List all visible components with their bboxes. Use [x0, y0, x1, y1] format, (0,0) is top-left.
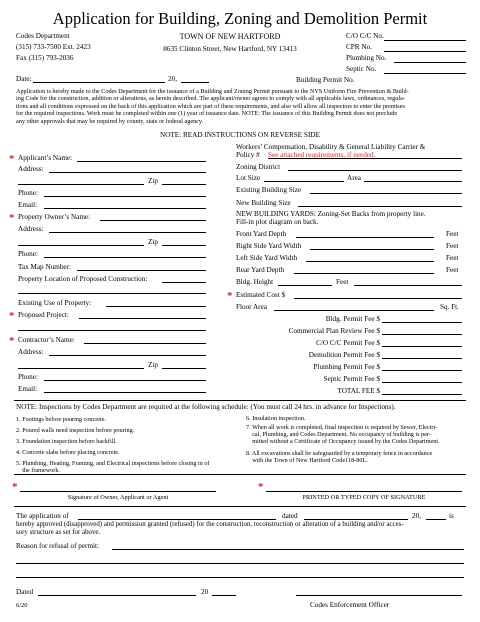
total-fee-field[interactable]	[382, 394, 462, 395]
plot-diagram-note: Fill-in plot diagram on back.	[236, 218, 319, 226]
section-divider	[14, 400, 466, 401]
date-year-prefix: 20,	[168, 75, 177, 83]
inspection-item: 4. Concrete slabs before placing concrete.	[16, 449, 120, 456]
feet-unit: Feet	[446, 266, 459, 274]
fee-label: Commercial Plan Review Fee $	[288, 327, 380, 335]
approval-is-label: is	[449, 512, 454, 520]
plumbing-number-field[interactable]	[394, 62, 466, 63]
intro-line: any other approvals that may be required by county, state or federal agency.	[16, 117, 204, 125]
fee-label: Bldg. Permit Fee $	[325, 315, 380, 323]
contractor-name-field[interactable]	[84, 343, 206, 344]
dept-phone: (315) 733-7500 Ext. 2423	[16, 43, 91, 51]
building-height-label: Bldg. Height	[236, 278, 274, 286]
proposed-project-field[interactable]	[79, 318, 206, 319]
rear-yard-label: Rear Yard Depth	[236, 266, 285, 274]
lot-size-label: Lot Size	[236, 174, 261, 182]
applicant-name-label: Applicant’s Name:	[18, 154, 73, 162]
application-of-field[interactable]	[78, 519, 276, 520]
front-yard-label: Front Yard Depth	[236, 230, 287, 238]
floor-area-field[interactable]	[274, 310, 434, 311]
right-side-yard-label: Right Side Yard Width	[236, 242, 302, 250]
left-side-yard-label: Left Side Yard Width	[236, 254, 298, 262]
permit-number-label: Building Permit No.	[296, 76, 355, 84]
dated-label: Dated	[16, 588, 34, 596]
required-marker: *	[227, 290, 233, 302]
approval-date-field[interactable]	[304, 519, 408, 520]
fee-label: Plumbing Permit Fee $	[313, 363, 380, 371]
property-location-label: Property Location of Proposed Construction:	[18, 275, 148, 283]
new-building-size-field[interactable]	[298, 206, 462, 207]
contractor-email-field[interactable]	[44, 392, 206, 393]
section-divider	[14, 474, 466, 475]
owner-address-label: Address:	[18, 225, 44, 233]
applicant-email-label: Email:	[18, 201, 38, 209]
approval-dated-label: dated	[282, 512, 298, 520]
property-location-field[interactable]	[162, 282, 206, 283]
applicant-phone-label: Phone:	[18, 189, 38, 197]
inspection-item: with the Town of New Hartford Code118-80L.	[246, 457, 368, 464]
refusal-reason-line2[interactable]	[16, 563, 464, 564]
inspection-item: 2. Poured walls need inspection before pouring.	[16, 427, 135, 434]
intro-line: Application is hereby made to the Codes Department for the issuance of a Building and Zoning Permit pursuant to the NYS Uniform Fire Prevention & Build-	[16, 88, 409, 95]
required-marker: *	[12, 481, 18, 493]
applicant-name-field[interactable]	[77, 161, 206, 162]
cpr-number-field[interactable]	[384, 51, 466, 52]
inspections-right-list	[246, 414, 440, 464]
contractor-phone-label: Phone:	[18, 373, 38, 381]
property-location-line2[interactable]	[18, 293, 206, 294]
inspection-item: 8. All excavations shall be safeguarded by a temporary fence in accordance	[246, 450, 433, 457]
required-marker: *	[9, 212, 15, 224]
cpr-number-label: CPR No.	[346, 43, 372, 51]
contractor-address-line2[interactable]	[18, 368, 144, 369]
owner-zip-label: Zip	[148, 238, 158, 246]
inspection-item: 3. Foundation inspection before backfill.	[16, 438, 117, 445]
applicant-address-line2[interactable]	[18, 184, 144, 185]
dated-year-label: 20	[201, 588, 209, 596]
required-marker: *	[258, 481, 264, 493]
refusal-reason-label: Reason for refusal of permit:	[16, 542, 100, 550]
owner-phone-label: Phone:	[18, 250, 38, 258]
town-name: TOWN OF NEW HARTFORD	[179, 32, 281, 41]
intro-line: ing Code for the construction, addition or alterations, as herein described. The applicant/owner agrees to comply with all applicable laws, ordinances, regula-	[16, 95, 405, 103]
required-marker: *	[9, 310, 15, 322]
building-height-extra-field[interactable]	[354, 285, 462, 286]
officer-signature-field[interactable]	[296, 595, 462, 596]
inspection-item: 5. Plumbing, Heating, Framing, and Electrical inspections before closing in of	[16, 460, 210, 467]
policy-number-label: Policy #	[236, 151, 260, 159]
date-field[interactable]	[33, 82, 165, 83]
town-address: 8635 Clinton Street, New Hartford, NY 13413	[163, 45, 297, 53]
inspection-item: 1. Footings before pouring concrete.	[16, 416, 107, 423]
fee-label: Septic Permit Fee $	[323, 375, 380, 383]
lot-size-field[interactable]	[264, 181, 344, 182]
estimated-cost-label: Estimated Cost $	[236, 291, 286, 299]
contractor-zip-field[interactable]	[162, 368, 206, 369]
front-yard-field[interactable]	[296, 237, 434, 238]
fee-field[interactable]	[382, 334, 462, 335]
contractor-name-label: Contractor’s Name:	[18, 336, 75, 344]
feet-unit: Feet	[446, 254, 459, 262]
owner-address-line2[interactable]	[18, 245, 144, 246]
contractor-address-field[interactable]	[49, 355, 206, 356]
total-fee-label: TOTAL FEE $	[337, 387, 380, 395]
required-marker: *	[9, 335, 15, 347]
fee-field[interactable]	[382, 370, 462, 371]
approval-text: sory structure as set for above.	[16, 529, 101, 536]
section-divider	[14, 506, 466, 507]
building-height-field[interactable]	[278, 285, 332, 286]
proposed-project-label: Proposed Project:	[18, 311, 69, 319]
inspections-left-list	[16, 414, 210, 474]
intro-line: tions and all conditions expressed on the back of this application which are part of these requirements, and also will allow all inspectors to enter the premises	[16, 102, 405, 110]
existing-use-field[interactable]	[106, 306, 206, 307]
owner-signature-label: Signature of Owner, Applicant or Agent	[67, 494, 169, 501]
applicant-address-field[interactable]	[49, 172, 206, 173]
approval-year-field[interactable]	[426, 519, 446, 520]
refusal-reason-line3[interactable]	[16, 577, 464, 578]
zoning-district-field[interactable]	[288, 170, 462, 171]
approval-year-label: 20,	[412, 512, 421, 520]
date-label: Date:	[16, 75, 32, 83]
inspection-item: mitted without a Certificate of Occupancy issued by the Codes Department.	[246, 438, 440, 445]
proposed-project-line2[interactable]	[18, 330, 206, 331]
inspection-item: 6. Insulation inspection.	[246, 415, 306, 422]
form-number: 6/20	[16, 602, 28, 609]
feet-unit: Feet	[336, 278, 349, 286]
contractor-address-label: Address:	[18, 348, 44, 356]
area-field[interactable]	[364, 181, 462, 182]
approval-application-of-label: The application of	[16, 512, 69, 520]
policy-number-field[interactable]	[268, 158, 462, 159]
reverse-side-note: NOTE: READ INSTRUCTIONS ON REVERSE SIDE	[160, 131, 320, 139]
applicant-phone-field[interactable]	[44, 196, 206, 197]
rear-yard-field[interactable]	[294, 273, 434, 274]
inspections-heading: NOTE: Inspections by Codes Department are required at the following schedule: (You must call 24 hrs. in advance for Inspections).	[16, 403, 396, 411]
dept-name: Codes Department	[16, 32, 70, 40]
feet-unit: Feet	[446, 242, 459, 250]
co-number-label: C/O C/C No.	[346, 32, 384, 40]
right-side-yard-field[interactable]	[310, 249, 434, 250]
owner-signature-field[interactable]	[20, 491, 216, 492]
printed-signature-label: PRINTED OR TYPED COPY OF SIGNATURE	[302, 494, 426, 501]
fee-field[interactable]	[382, 346, 462, 347]
tax-map-field[interactable]	[77, 270, 206, 271]
inspection-item: 7. When all work is completed, final inspection is required by Sewer, Electri-	[246, 424, 438, 431]
area-label: Area	[347, 174, 361, 182]
septic-number-field[interactable]	[384, 73, 466, 74]
left-side-yard-field[interactable]	[306, 261, 434, 262]
tax-map-label: Tax Map Number:	[18, 263, 71, 271]
zoning-district-label: Zoning District	[236, 163, 281, 171]
page-title: Application for Building, Zoning and Demolition Permit	[52, 9, 428, 28]
inspection-item: the framework.	[16, 467, 60, 474]
workers-comp-label: Workers’ Compensation, Disability & General Liability Carrier &	[236, 143, 426, 151]
contractor-email-label: Email:	[18, 385, 38, 393]
approval-text: hereby approved (disapproved) and permission granted (refused) for the construction, reconstruction or alteration of a building and/or acces-	[16, 521, 404, 528]
owner-phone-field[interactable]	[44, 257, 206, 258]
inspection-item: cal, Plumbing, and Codes Department. No occupancy of building is per-	[246, 431, 431, 438]
officer-title: Codes Enforcement Officer	[310, 601, 390, 609]
applicant-zip-field[interactable]	[162, 184, 206, 185]
sq-ft-unit: Sq. Ft.	[440, 303, 459, 311]
septic-number-label: Septic No.	[346, 65, 377, 73]
dated-field[interactable]	[38, 595, 196, 596]
yards-note: NEW BUILDING YARDS: Zoning-Set Backs from property line.	[236, 210, 426, 218]
fee-label: Demolition Permit Fee $	[308, 351, 380, 359]
feet-unit: Feet	[446, 230, 459, 238]
intro-line: for the required inspections. Work must be completed within one (1) year of issuance date. NOTE: The issuance of this Building Permit does not preclude	[16, 110, 398, 118]
contractor-zip-label: Zip	[148, 361, 158, 369]
dept-fax: Fax (315) 793-2036	[16, 54, 74, 62]
applicant-zip-label: Zip	[148, 177, 158, 185]
existing-building-size-label: Existing Building Size	[236, 186, 302, 194]
required-marker: *	[9, 153, 15, 165]
owner-name-label: Property Owner’s Name:	[18, 213, 91, 221]
contractor-phone-field[interactable]	[44, 380, 206, 381]
co-number-field[interactable]	[384, 40, 466, 41]
applicant-address-label: Address:	[18, 165, 44, 173]
owner-zip-field[interactable]	[162, 245, 206, 246]
printed-signature-field[interactable]	[266, 491, 462, 492]
fee-field[interactable]	[382, 322, 462, 323]
estimated-cost-field[interactable]	[294, 298, 462, 299]
fee-label: C/O C/C Permit Fee $	[316, 339, 380, 347]
fee-field[interactable]	[382, 358, 462, 359]
floor-area-label: Floor Area	[236, 303, 267, 311]
dated-year-field[interactable]	[212, 595, 236, 596]
see-attached-note: See attached requirements, if needed.	[268, 151, 376, 159]
existing-use-label: Existing Use of Property:	[18, 299, 92, 307]
owner-address-field[interactable]	[49, 232, 206, 233]
refusal-reason-field[interactable]	[112, 549, 464, 550]
new-building-size-label: New Building Size	[236, 199, 291, 207]
applicant-email-field[interactable]	[44, 208, 206, 209]
intro-paragraph	[16, 88, 409, 125]
fee-field[interactable]	[382, 382, 462, 383]
existing-building-size-field[interactable]	[310, 193, 462, 194]
date-year-field[interactable]	[181, 82, 209, 83]
owner-name-field[interactable]	[100, 220, 206, 221]
plumbing-number-label: Plumbing No.	[346, 54, 387, 62]
